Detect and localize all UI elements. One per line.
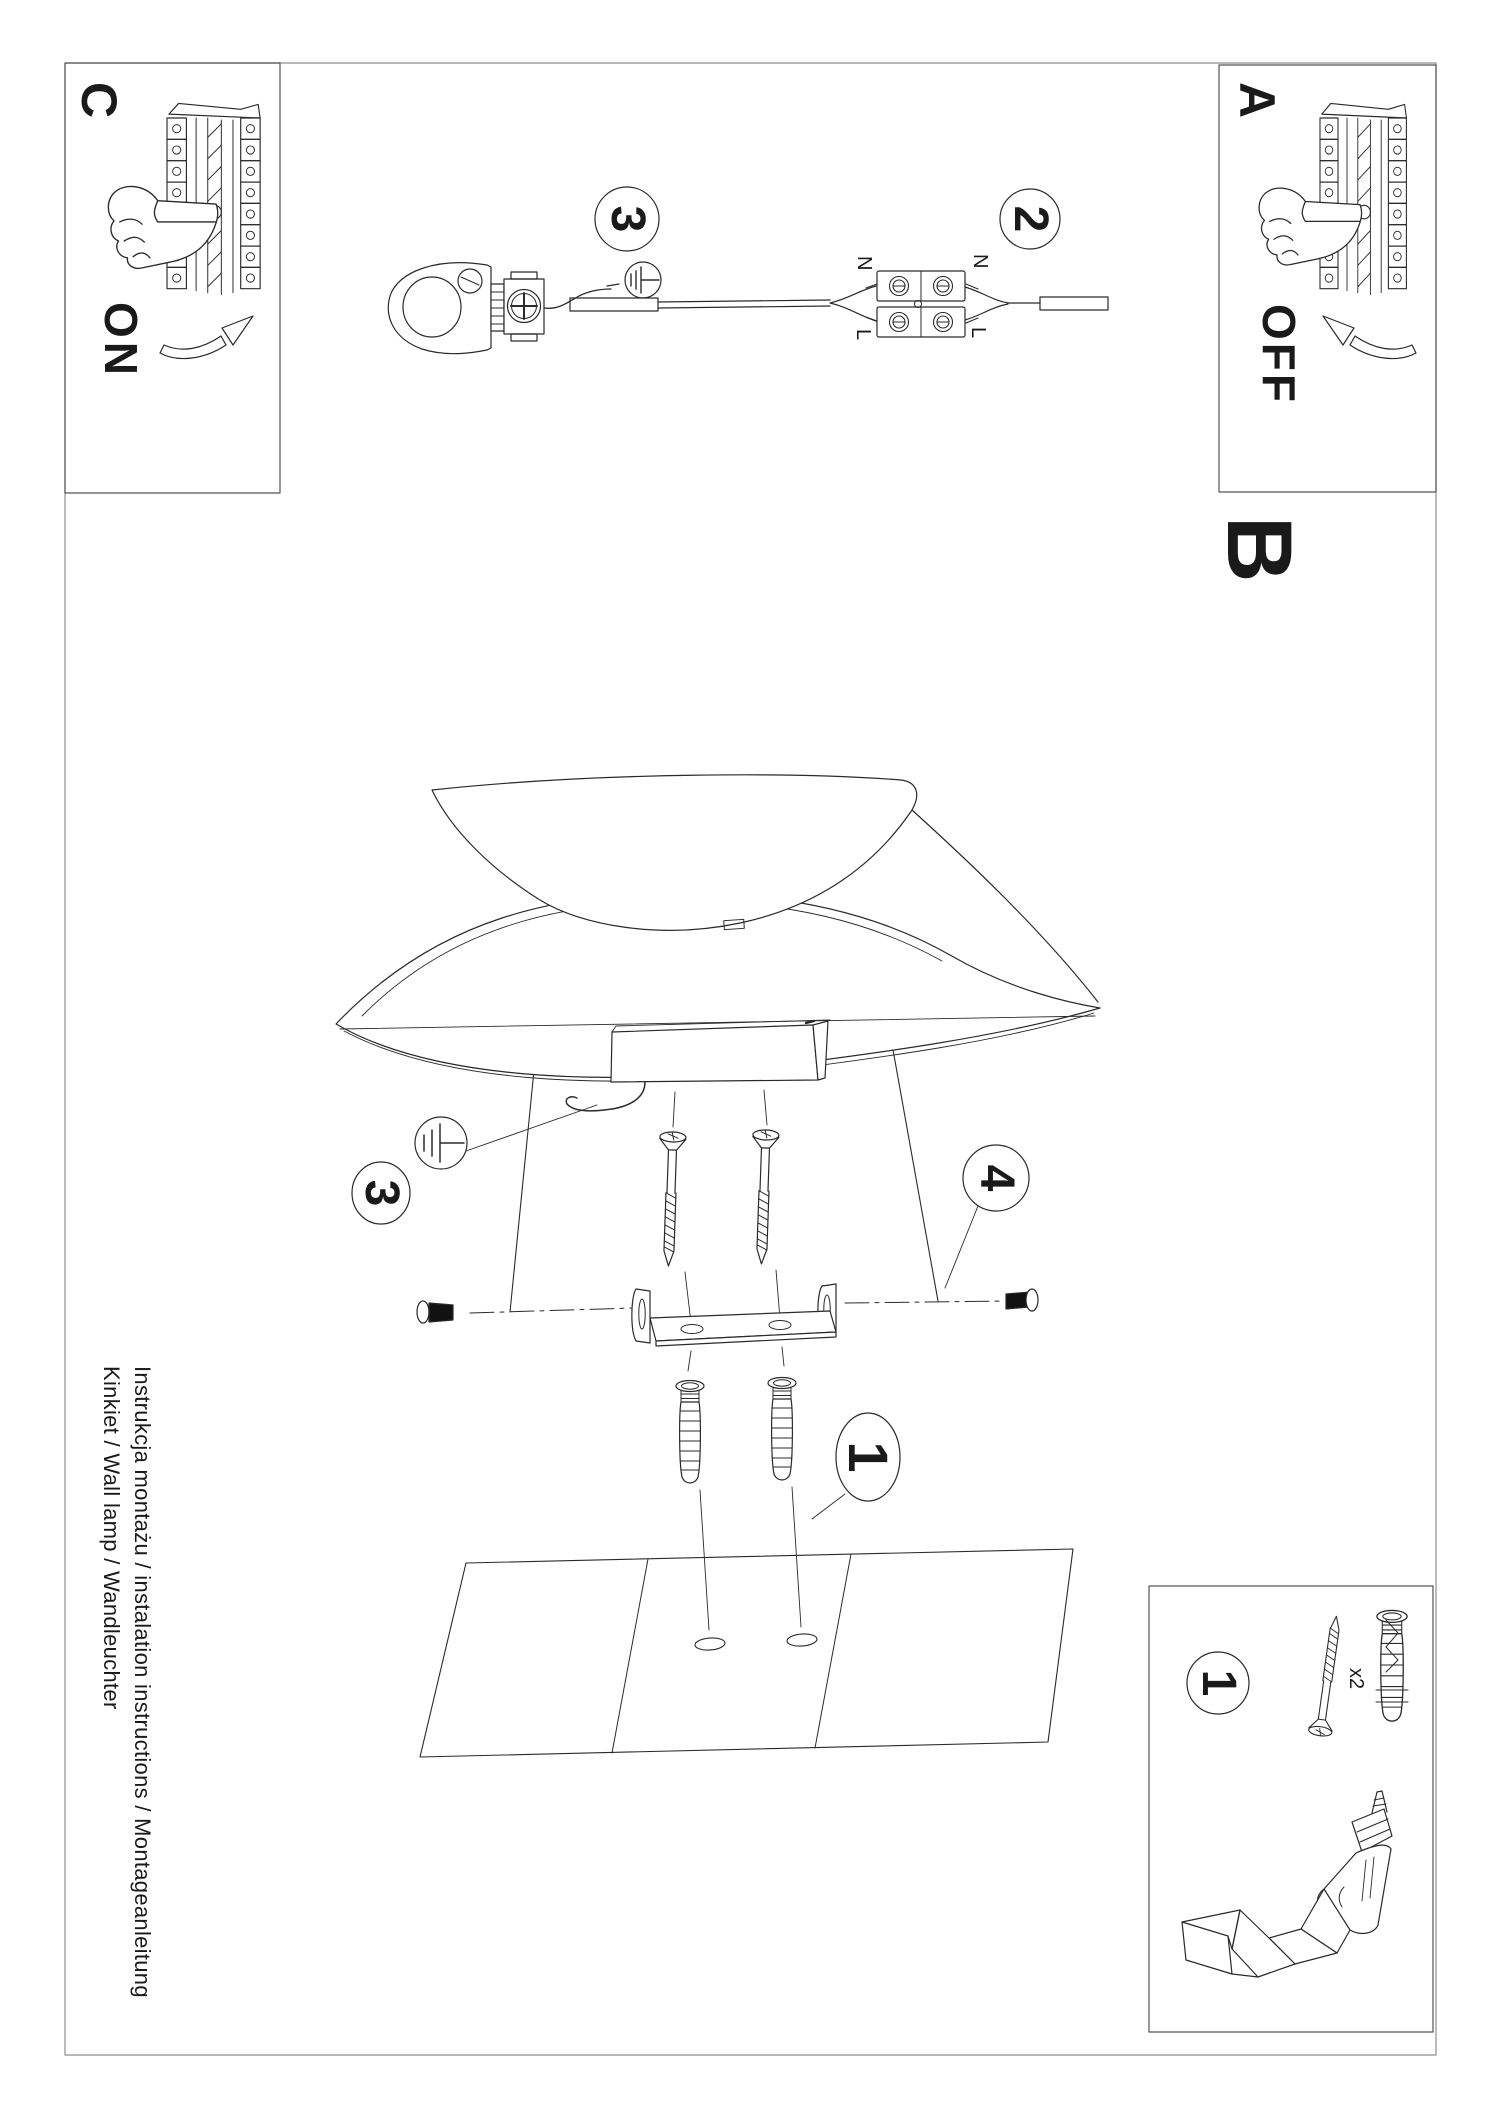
arrow-off-icon [1323,316,1416,359]
footer-title-line: Instrukcja montażu / instalation instructions / Montageanleitung [130,1366,155,1998]
fixing-bolt-right [1006,1289,1038,1311]
earth-wire [566,1082,645,1111]
footer-product-line: Kinkiet / Wall lamp / Wandleuchter [99,1366,124,1710]
kit-box-contents [1182,1610,1408,1977]
mounting-bracket [632,1284,836,1346]
step3-top-number: 3 [601,205,654,233]
switch-off-label: OFF [1253,304,1305,405]
panel-b-letter: B [1208,516,1310,583]
fixing-bolt-left [417,1301,453,1323]
panel-a-letter: A [1229,82,1285,119]
terminal-l-left-label: L [852,329,874,341]
step1-number: 1 [837,1441,900,1473]
step4-number: 4 [970,1164,1023,1192]
step2-terminal-block [570,271,1108,337]
panel-c-letter: C [71,82,127,119]
step2-number: 2 [1004,205,1057,233]
terminal-l-right-label: L [967,327,989,339]
step3-wiring-illustration [388,262,661,354]
lamp-exploded-view [336,775,1100,1757]
arrow-on-icon [160,316,253,359]
wall-panel [420,1549,1073,1757]
kit-number: 1 [1192,1669,1245,1697]
terminal-n-right-label: N [969,254,991,269]
switch-on-label: ON [95,302,147,379]
terminal-n-left-label: N [853,256,875,271]
kit-quantity-label: x2 [1345,1668,1367,1690]
drill-icon [1182,1791,1392,1977]
step3-number: 3 [355,1179,408,1207]
